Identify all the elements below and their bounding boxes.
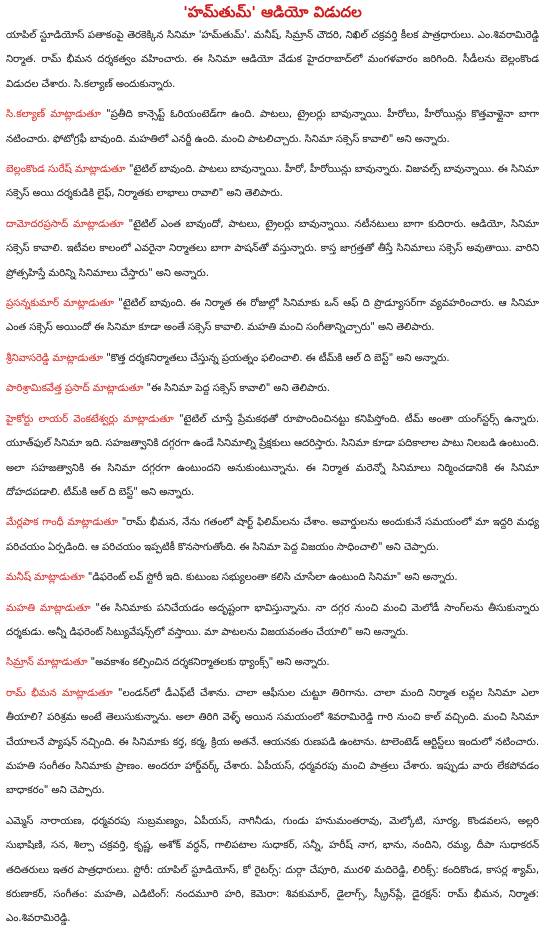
speaker-name: మేర్లపాక గాంధీ మాట్లాడుతూ	[6, 517, 118, 529]
paragraph-text: "టైటిల్ చూస్తే ప్రేమకథతో రూపొందించినట్టు కనిపిస్తోంది. టీమ్ అంతా యంగ్‌స్టర్స్ ఉన్నారు. యూత్‌ఫుల్ సినిమా ఇది. సహజత్వానికి దగ్గరగా ఉండే సినిమాల్ని ప్రేక్షకులు ఆదరిస్తారు. సినిమా కూడా పదికాలాల పాటు నిలబడి ఉంటుంది. అలా సహజత్వానికి ఈ సినిమా దగ్గరగా ఉంటుందని అనుకుంటున్నాను. ఈ నిర్మాత మరెన్నో సినిమాలు నిర్మించడానికి ఈ సినిమా దోహదపడాలి. టీమ్‌కి ఆల్ ది బెస్ట్" అని అన్నారు.	[6, 413, 539, 498]
paragraph	[6, 213, 539, 286]
paragraph	[6, 810, 539, 932]
paragraph-text: "లండన్‌లో డీఎఫ్‌టీ చేశాను. చాలా ఆఫీసుల చుట్టూ తిరిగాను. చాలా మంది నిర్మాత లవ్లల సినిమా ఎలా తీయాలి? పరిశ్రమ అంటే తెలుసుకున్నాను. అలా తిరిగి వెళ్ళ్ అయిన సమయంలో శివరామిరెడ్డి గారి నుంచి కాల్ వచ్చింది. మంచి సినిమా చేయాలనే ప్యాషన్ నచ్చింది. ఈ సినిమాకు కర్త, కర్మ, క్రియ అతనే. ఆయనకు రుణపడి ఉంటాను. టాలెంటెడ్ ఆర్టిస్ట్‌లు ఇందులో నటించారు. మహతి సంగీతం సినిమాకు ప్రాణం. అందరూ హార్డ్‌వర్క్ చేశారు. ఏపీయస్, ధర్మవరపు మంచి పాత్రలు చేశారు. ఇప్పుడు వారు లేకపోవడం బాధాకరం" అని చెప్పారు.	[6, 687, 539, 797]
speaker-name: మనీష్ మాట్లాడుతూ	[6, 572, 85, 584]
paragraph-text: "అవకాశం కల్పించిన దర్శకనిర్మాతలకు థ్యాంక్స్" అని అన్నారు.	[87, 657, 330, 669]
paragraph-text: "ఈ సినిమాకు పనిచేయడం అదృష్టంగా భావిస్తున్నాను. నా దగ్గర నుంచి మంచి మెలోడీ సాంగ్‌లను తీసుకున్నారు దర్శకుడు. అన్నీ డిఫరెంట్ సిట్యువేషన్స్‌లో వస్తాయి. మా పాటలను విజయవంతం చేయాలి" అని అన్నారు.	[6, 602, 539, 638]
speaker-name: హైకోర్టు లాయర్ వెంకటేశ్వర్లు మాట్లాడుతూ	[6, 413, 174, 425]
paragraph	[6, 158, 539, 207]
paragraph-text: "డిఫరెంట్ లవ్ స్టోరీ ఇది. కుటుంబ సభ్యులంతా కలిసి చూసేలా ఉంటుంది సినిమా" అని అన్నారు.	[84, 572, 458, 584]
speaker-name: సి.కల్యాణ్ మాట్లాడుతూ	[6, 109, 101, 121]
paragraph-text: "రామ్ భీమన, నేను గతంలో షార్ట్ ఫిలిమ్‌లను చేశాం. అవార్డులను అందుకునే సమయంలో మా ఇద్దరి మధ్య పరిచయం ఏర్పడింది. ఆ పరిచయం ఇప్పటికీ కొనసాగుతోంది. ఈ సినిమా పెద్ద విజయం సాధించాలి" అని చెప్పారు.	[6, 517, 539, 553]
paragraph	[6, 651, 539, 675]
speaker-name: రామ్ భీమన మాట్లాడుతూ	[6, 687, 113, 699]
paragraph-text: "ప్రతీది కాన్సెప్ట్ ఓరియంటెడ్‌గా ఉంది. పాటలు, ట్రైలర్లు బావున్నాయి. హీరోలు, హీరోయిన్లు కొత్తవాళ్లైనా బాగా నటించారు. ఫోటోగ్రఫీ బావుంది. మహతిలో ఎనర్జీ ఉంది. మంచి పాటలిచ్చారు. సినిమా సక్సెస్ కావాలి" అని అన్నారు.	[6, 109, 539, 145]
paragraph-text: "టైటిల్ ఎంత బావుందో, పాటలు, ట్రైలర్లు బావున్నాయి. నటీనటులు బాగా కుదిరారు. ఆడియో, సినిమా సక్సెస్ కావాలి. ఇటీవల కాలంలో ఎవరైనా నిర్మాతలు బాగా పాషన్‌తో వస్తున్నారు. కాస్త జాగ్రత్తతో తీస్తే సినిమాలు సక్సెస్ అవుతాయి. వారిని ప్రోత్సహిస్తే మరిన్ని సినిమాలు చేస్తారు" అని అన్నారు.	[6, 218, 539, 279]
paragraph	[6, 103, 539, 152]
speaker-name: ప్రసన్నకుమార్ మాట్లాడుతూ	[6, 298, 114, 310]
paragraph	[6, 566, 539, 590]
paragraph-text: "కొత్త దర్శకనిర్మాతలు చేస్తున్న ప్రయత్నం ఫలించాలి. ఈ టీమ్‌కి ఆల్ ది బెస్ట్" అని అన్నారు.	[102, 352, 450, 364]
speaker-name: శ్రీనివాసరెడ్డి మాట్లాడుతూ	[6, 352, 103, 364]
paragraph-text: "ఈ సినిమా పెద్ద సక్సెస్ కావాలి" అని తెలిపారు.	[143, 383, 330, 395]
paragraph	[6, 292, 539, 341]
paragraph	[6, 24, 539, 97]
article-title	[0, 0, 545, 24]
paragraph	[6, 511, 539, 560]
speaker-name: మహతి మాట్లాడుతూ	[6, 602, 91, 614]
paragraph	[6, 408, 539, 506]
speaker-name: పారిశ్రామికవేత్త ప్రసాద్ మాట్లాడుతూ	[6, 383, 144, 395]
speaker-name: బెల్లంకొండ సురేష్ మాట్లాడుతూ	[6, 164, 126, 176]
speaker-name: సిమ్రాన్ మాట్లాడుతూ	[6, 657, 88, 669]
paragraph-text: ఎమ్మెస్ నారాయణ, ధర్మవరపు సుబ్రమణ్యం, ఏపీయస్, నాగినీడు, గుండు హనుమంతరావు, మెల్కోటి, సూర్య, కొండవలస, అల్లరి సుభాషిణి, సన, శిల్పా చక్రవర్తి, కృష్ణ, అశోక్ వర్ధన్, గాలిపటాల సుధాకర్, సన్నీ, హరీష్ నాగ, భాను, నందిని, రమ్య, దీపా సుధాకరన్ తదితరులు ఇతర పాత్రధారులు. స్టోరీ: యాపిల్ స్టూడియోస్, కో రైటర్స్: దుర్గా చేపూరి, మురళి మదిరెడ్డి, లిరిక్స్: కందికొండ, కాసర్ల శ్యామ్, కరుణాకర్, సంగీతం: మహతి, ఎడిటింగ్: నందమూరి హరి, కెమెరా: శివకుమార్, డైలాగ్స్, స్క్రీన్‌ప్లే, డైరక్షన్: రామ్ భీమన, నిర్మాత: ఎం.శివరామిరెడ్డి.	[6, 815, 539, 925]
article-body	[0, 24, 545, 932]
paragraph	[6, 377, 539, 401]
article-title-text: 'హమ్‌తుమ్‌' ఆడియో విడుదల	[183, 3, 362, 21]
paragraph	[6, 682, 539, 804]
paragraph-text: యాపిల్ స్టూడియోస్ పతాకంపై తెరకెక్కిన సినిమా 'హమ్‌తుమ్'. మనీష్, సిమ్రాన్ చౌదరి, నిఖిల్ చక్రవర్తి కీలక పాత్రధారులు. ఎం.శివరామిరెడ్డి నిర్మాత. రామ్ భీమన దర్శకత్వం వహించారు. ఈ సినిమా ఆడియో వేడుక హైదరాబాద్‌లో మంగళవారం జరిగింది. సీడీలను బెల్లంకొండ విడుదల చేశారు. సి.కల్యాణ్ అందుకున్నారు.	[6, 30, 539, 90]
paragraph	[6, 347, 539, 371]
paragraph	[6, 597, 539, 646]
paragraph-text: "టైటిల్ బావుంది. పాటలు బావున్నాయి. హీరో, హీరోయిన్లు బావున్నారు. విజువల్స్ బావున్నాయి. ఈ సినిమా సక్సెస్ అయి దర్శకుడికి లైఫ్, నిర్మాతకు లాభాలు రావాలి" అని తెలిపారు.	[6, 164, 539, 200]
paragraph-text: "టైటిల్ బావుంది. ఈ నిర్మాత ఈ రోజుల్లో సినిమాకు ఒన్ ఆఫ్ ది ప్రొడ్యూసర్‌గా వ్యవహరించారు. ఆ సినిమా ఎంత సక్సెస్ అయిందో ఈ సినిమా కూడా అంతే సక్సెస్ కావాలి. మహతి మంచి సంగీతాన్నిచ్చారు" అని తెలిపారు.	[6, 298, 539, 334]
speaker-name: దామోదరప్రసాద్ మాట్లాడుతూ	[6, 218, 124, 230]
